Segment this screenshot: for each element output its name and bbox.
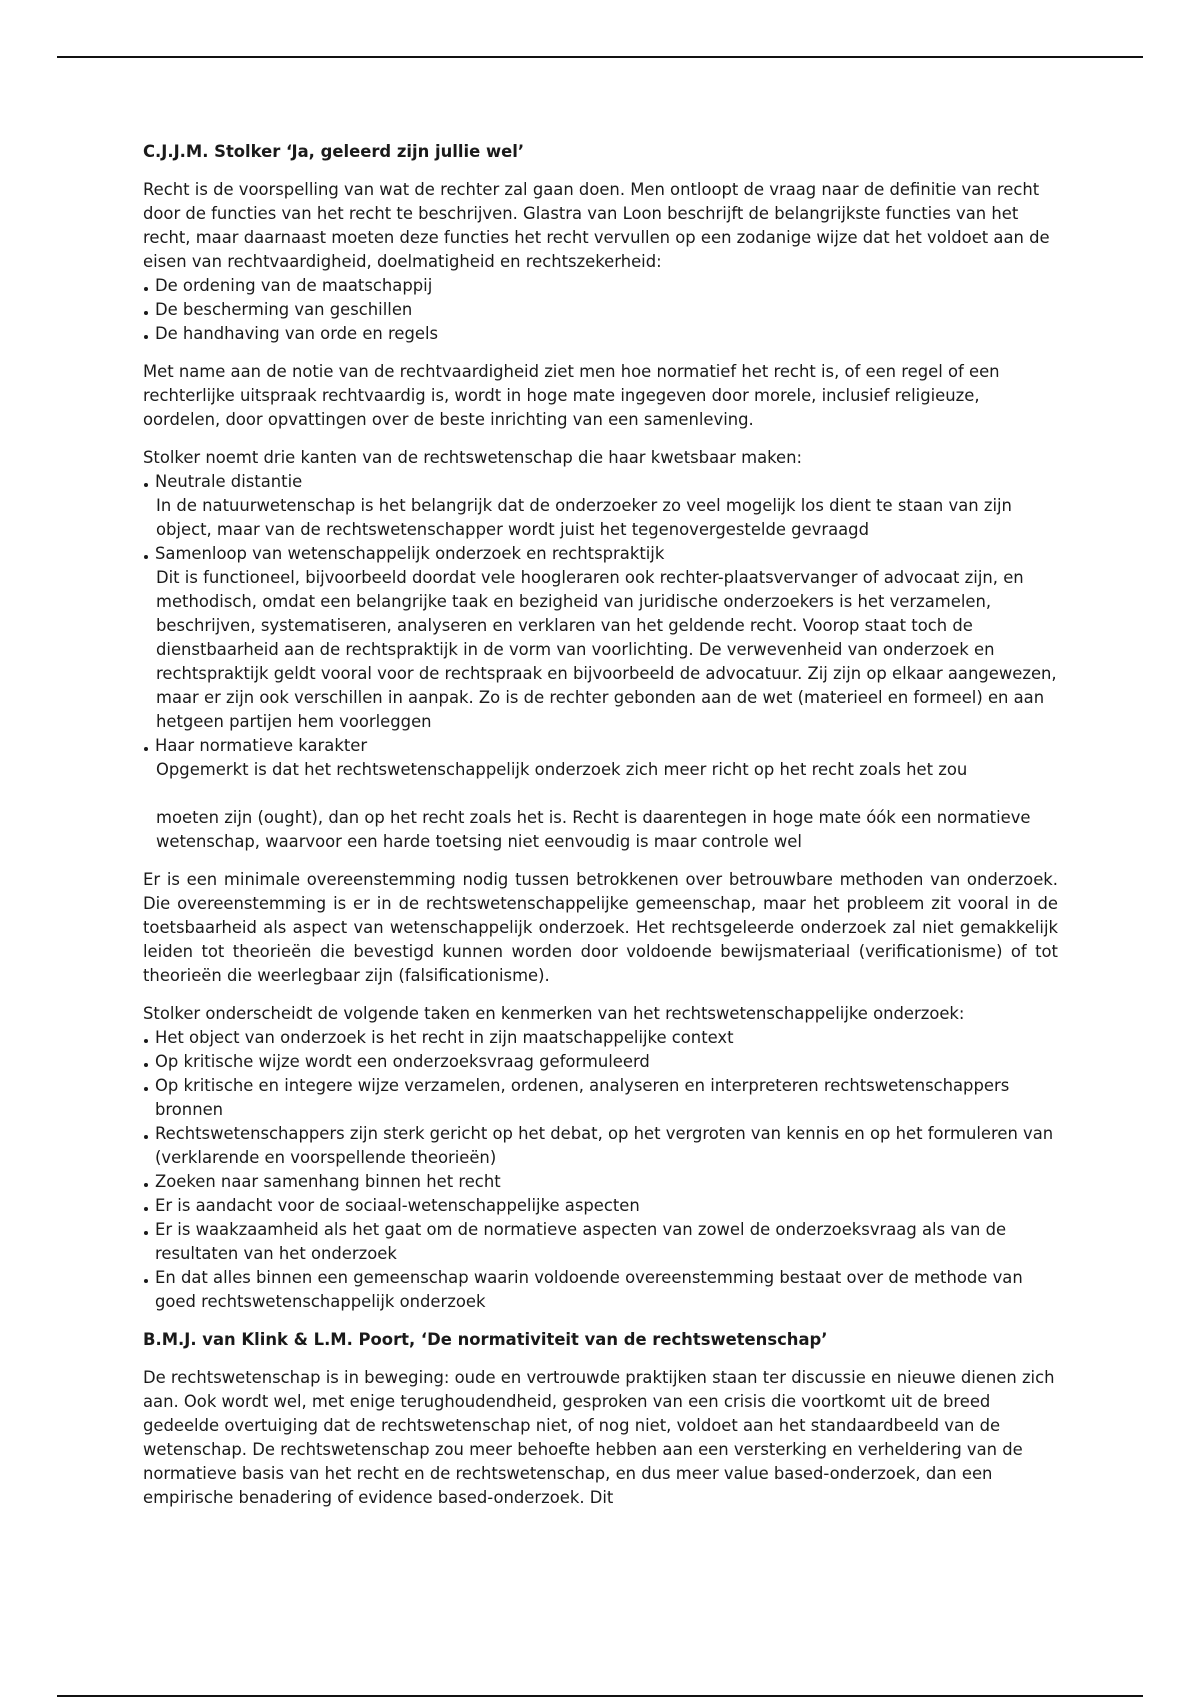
paragraph: De rechtswetenschap is in beweging: oude en vertrouwde praktijken staan ter discussie en nieuwe dienen zich aan. Ook wordt wel, met enige terughoudendheid, gesproken van een crisis die voortkomt uit de breed gedeelde overtuiging dat de rechtswetenschap niet, of nog niet, voldoet aan het standaardbeeld van de wetenschap. De rechtswetenschap zou meer behoefte hebben aan een versterking en verheldering van de normatieve basis van het recht en de rechtswetenschap, en dus meer value based-onderzoek, dan een empirische benadering of evidence based-onderzoek. Dit — [143, 1368, 1055, 1507]
list-item-text: In de natuurwetenschap is het belangrijk dat de onderzoeker zo veel mogelijk los dient te staan van zijn object, maar van de rechtswetenschapper wordt juist het tegenovergestelde gevraagd — [156, 496, 1012, 539]
bullet-list-functions — [143, 274, 1058, 346]
section-heading: B.M.J. van Klink & L.M. Poort, ‘De normativiteit van de rechtswetenschap’ — [143, 1330, 828, 1349]
list-item: En dat alles binnen een gemeenschap waarin voldoende overeenstemming bestaat over de methode van goed rechtswetenschappelijk onderzoek — [143, 1266, 1058, 1314]
list-item — [143, 734, 1058, 854]
list-item: Er is waakzaamheid als het gaat om de normatieve aspecten van zowel de onderzoeksvraag als van de resultaten van het onderzoek — [143, 1218, 1058, 1266]
paragraph: Stolker onderscheidt de volgende taken en kenmerken van het rechtswetenschappelijke onderzoek: — [143, 1004, 965, 1023]
list-item: Zoeken naar samenhang binnen het recht — [143, 1170, 1058, 1194]
list-item: Er is aandacht voor de sociaal-wetenschappelijke aspecten — [143, 1194, 1058, 1218]
list-item-title: Haar normatieve karakter — [155, 736, 368, 755]
list-item-text: Dit is functioneel, bijvoorbeeld doordat vele hoogleraren ook rechter-plaatsvervanger of advocaat zijn, en methodisch, omdat een belangrijke taak en bezigheid van juridische onderzoekers is het verzamelen, beschrijven, systematiseren, analyseren en verklaren van het geldende recht. Voorop staat toch de dienstbaarheid aan de rechtspraktijk in de vorm van voorlichting. De verwevenheid van onderzoek en rechtspraktijk geldt vooral voor de rechtspraak en bijvoorbeeld de advocatuur. Zij zijn op elkaar aangewezen, maar er zijn ook verschillen in aanpak. Zo is de rechter gebonden aan de wet (materieel en formeel) en aan hetgeen partijen hem voorleggen — [156, 568, 1057, 731]
list-item-text-continued: moeten zijn (ought), dan op het recht zoals het is. Recht is daarentegen in hoge mate óók een normatieve wetenschap, waarvoor een harde toetsing niet eenvoudig is maar controle wel — [156, 808, 1031, 851]
header-rule — [57, 56, 1143, 58]
paragraph: Er is een minimale overeenstemming nodig tussen betrokkenen over betrouwbare methoden van onderzoek. Die overeenstemming is er in de rechtswetenschappelijke gemeenschap, maar het probleem zit vooral in de toetsbaarheid als aspect van wetenschappelijk onderzoek. Het rechtsgeleerde onderzoek zal niet gemakkelijk leiden tot theorieën die bevestigd kunnen worden door voldoende bewijsmateriaal (verificationisme) of tot theorieën die weerlegbaar zijn (falsificationisme). — [143, 870, 1058, 985]
document-body — [143, 140, 1058, 1524]
list-item-title: Neutrale distantie — [155, 472, 303, 491]
list-item: Op kritische wijze wordt een onderzoeksvraag geformuleerd — [143, 1050, 1058, 1074]
paragraph: Stolker noemt drie kanten van de rechtswetenschap die haar kwetsbaar maken: — [143, 448, 803, 467]
paragraph: Recht is de voorspelling van wat de rechter zal gaan doen. Men ontloopt de vraag naar de definitie van recht door de functies van het recht te beschrijven. Glastra van Loon beschrijft de belangrijkste functies van het recht, maar daarnaast moeten deze functies het recht vervullen op een zodanige wijze dat het voldoet aan de eisen van rechtvaardigheid, doelmatigheid en rechtszekerheid: — [143, 180, 1050, 271]
section-heading: C.J.J.M. Stolker ‘Ja, geleerd zijn jullie wel’ — [143, 142, 525, 161]
bullet-list-sides — [143, 470, 1058, 854]
list-item: Het object van onderzoek is het recht in zijn maatschappelijke context — [143, 1026, 1058, 1050]
paragraph: Met name aan de notie van de rechtvaardigheid ziet men hoe normatief het recht is, of een regel of een rechterlijke uitspraak rechtvaardig is, wordt in hoge mate ingegeven door morele, inclusief religieuze, oordelen, door opvattingen over de beste inrichting van een samenleving. — [143, 362, 1000, 429]
list-item-text: Opgemerkt is dat het rechtswetenschappelijk onderzoek zich meer richt op het recht zoals het zou — [156, 760, 968, 779]
list-item: Rechtswetenschappers zijn sterk gericht op het debat, op het vergroten van kennis en op het formuleren van (verklarende en voorspellende theorieën) — [143, 1122, 1058, 1170]
list-item — [143, 470, 1058, 542]
list-item — [143, 542, 1058, 734]
list-item: De ordening van de maatschappij — [143, 274, 1058, 298]
list-item: De bescherming van geschillen — [143, 298, 1058, 322]
list-item-title: Samenloop van wetenschappelijk onderzoek en rechtspraktijk — [155, 544, 665, 563]
list-item: De handhaving van orde en regels — [143, 322, 1058, 346]
list-item: Op kritische en integere wijze verzamelen, ordenen, analyseren en interpreteren rechtswetenschappers bronnen — [143, 1074, 1058, 1122]
bullet-list-tasks — [143, 1026, 1058, 1314]
footer-rule — [57, 1695, 1143, 1697]
